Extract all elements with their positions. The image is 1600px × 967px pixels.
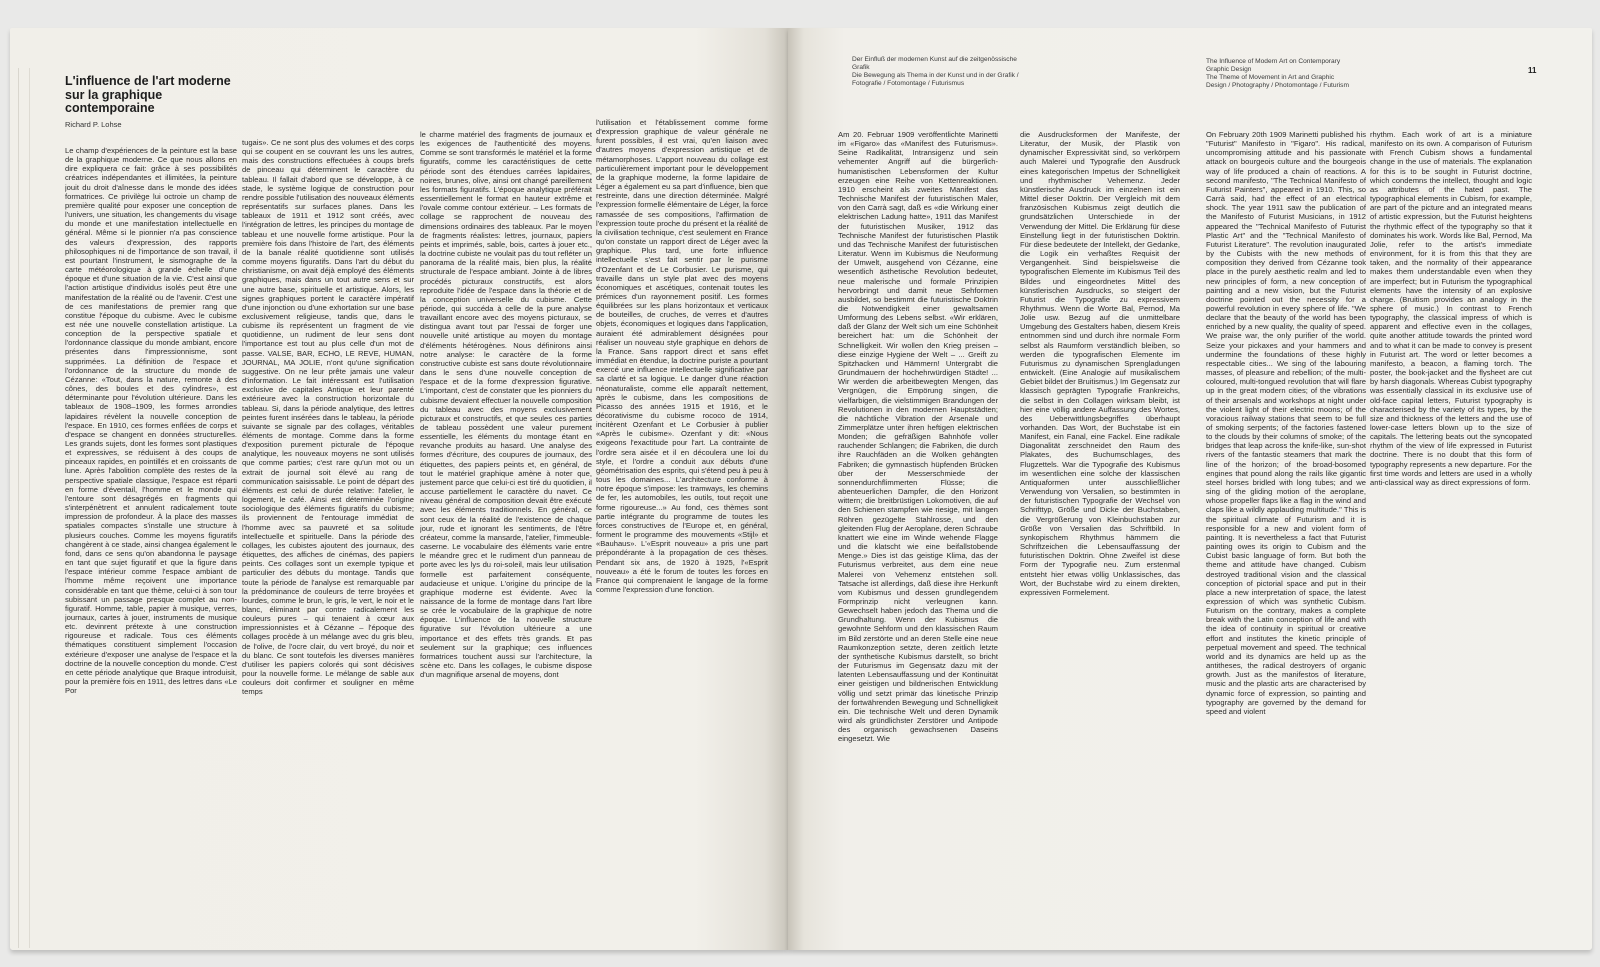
header-english: The Influence of Modern Art on Contemporary Graphic Design The Theme of Movement in Art and Graphic Design / Photography / Photomontage / Futurism [1206,58,1349,89]
right-page [788,28,1592,950]
column-de-1: Am 20. Februar 1909 veröffentlichte Marinetti im «Figaro» das «Manifest des Futurismus». Seine Radikalität, Intransigenz und sein vehementer Angriff auf die bürgerlich-humanistischen Lebensformen der Kultur erzeugen eine Reihe von Kettenreaktionen. 1910 erscheint als zweites Manifest das Technische Manifest der futuristischen Maler, von den Carrà sagt, daß es «die Wirkung einer elektrischen Ladung hatte», 1911 das Manifest der futuristischen Musiker, 1912 das Technische Manifest der futuristischen Plastik und das Technische Manifest der futuristischen Literatur. Wenn im Kubismus die Neuformung der Umwelt, ausgehend von Cézanne, eine wesentlich ästhetische Revolution bedeutet, neue malerische und formale Prinzipien hervorbringt und damit neue Sehformen ausbildet, so bestimmt die futuristische Doktrin die Notwendigkeit einer gewaltsamen Umformung des Lebens selbst. «Wir erklären, daß der Glanz der Welt sich um eine Schönheit bereichert hat: um die Schönheit der Schnelligkeit. Wir wollen den Krieg preisen – diese einzige Hygiene der Welt – ... Greift zu Spitzhacken und Hämmern! Untergrabt die Grundmauern der hochehrwürdigen Städte! ... Wir werden die arbeitbewegten Mengen, das Vergnügen, die Empörung singen, die vielfarbigen, die vielstimmigen Brandungen der Revolutionen in den modernen Hauptstädten; die nächtliche Vibration der Arsenale und Zimmerplätze unter ihren heftigen elektrischen Monden; die gefräßigen Bahnhöfe voller rauchender Schlangen; die Fabriken, die durch ihre Rauchfäden an die Wolken gehängten Fabriken; die gymnastisch hüpfenden Brücken über der Messerschmiede der sonnendurchflimmerten Flüsse; die abenteuerlichen Dampfer, die den Horizont wittern; die breitbrüstigen Lokomotiven, die auf den Schienen stampfen wie riesige, mit langen Röhren gezügelte Stahlrosse, und den gleitenden Flug der Aeroplane, deren Schraube knattert wie eine im Winde wehende Flagge und die klatscht wie eine beifallstobende Menge.» Dies ist das geistige Klima, das der Futurismus verbreitet, aus dem eine neue Malerei von Vehemenz entstehen soll. Tatsache ist allerdings, daß diese ihre Herkunft vom Kubismus und dessen grundlegendem Formprinzip nicht verleugnen kann. Gewechselt haben jedoch das Thema und die Grundhaltung. Wenn der Kubismus die gewohnte Sehform und den klassischen Raum im Bild zerstörte und an deren Stelle eine neue Raumkonzeption setzte, deren zeitlich letzte der synthetische Kubismus darstellt, so bricht der Futurismus im Gegensatz dazu mit der latenten Lebensauffassung und der Kontinuität einer geistigen und bildnerischen Entwicklung völlig und setzt primär das kinetische Prinzip der fortwährenden Bewegung und Schnelligkeit ein. Die technische Welt und deren Dynamik wird als gründlichster Zerstörer und Antipode des organisch gewachsenen Daseins eingesetzt. Wie [838,130,998,744]
page-number: 11 [1528,66,1537,75]
author-name: Richard P. Lohse [65,120,122,129]
left-page [10,28,788,950]
article-title: L'influence de l'art moderne sur la graphique contemporaine [65,74,231,115]
column-fr-2: tugais». Ce ne sont plus des volumes et des corps qui se coupent en se couvrant les uns les autres, mais des constructions effectuées à coups brefs de pinceau qui déterminent le caractère du tableau. Il fallait d'abord que se développe, à ce stade, le système logique de construction pour rendre possible l'utilisation des nouveaux éléments représentatifs sur surfaces planes. Dans les tableaux de 1911 et 1912 sont créés, avec l'intégration de lettres, les principes du montage de tableau et une nouvelle forme artistique. Pour la première fois dans l'histoire de l'art, des éléments de la banale réalité quotidienne sont utilisés comme moyens figuratifs. Dans l'art du début du christianisme, on avait déjà employé des éléments graphiques, mais dans un tout autre sens et sur une autre base, spirituelle et artistique. Alors, les signes graphiques portent le caractère impératif d'une injonction ou d'une exhortation sur une base exclusivement religieuse, tandis que, dans le cubisme ils représentent un fragment de vie quotidienne, un rudiment de leur sens dont l'importance est tout au plus celle d'un mot de passe. VALSE, BAR, ECHO, LE REVE, HUMAN, JOURNAL, MA JOLIE, n'ont qu'une signification suggestive. On ne leur prête jamais une valeur d'information. Le fait intéressant est l'utilisation exclusive de capitales Antique et leur parenté extérieure avec la construction horizontale du tableau. Si, dans la période analytique, des lettres peintes furent insérées dans le tableau, la période suivante se signale par des collages, véritables éléments de montage. Comme dans la forme d'exposition purement picturale de l'époque analytique, les nouveaux moyens ne sont utilisés que comme parties; c'est rare qu'un mot ou un extrait de journal soit élevé au rang de communication saisissable. Le point de départ des éléments est celui de durée relative: l'atelier, le logement, le café. Ainsi est déterminée l'origine sociologique des éléments figuratifs du cubisme; ils proviennent de l'entourage immédiat de l'homme avec sa pauvreté et sa solitude intellectuelle et spirituelle. Dans la période des collages, les cubistes ajoutent des journaux, des étiquettes, des affiches de cinémas, des papiers peints. Ces collages sont un exemple typique et particulier des débuts du montage. Tandis que toute la période de l'analyse est remarquable par la prédominance de couleurs de terre broyées et lourdes, comme le brun, le gris, le vert, le noir et le blanc, éliminant par contre radicalement les couleurs pures – qui tenaient à cœur aux impressionnistes et à Cézanne – l'époque des collages procède à un mélange avec du gris bleu, de l'olive, de l'ocre clair, du vert broyé, du noir et du blanc. Ce sont toutefois les diverses manières d'utiliser les papiers colorés qui sont décisives pour la nouvelle forme. Le mélange de sable aux couleurs doit confirmer et souligner en même temps [242,138,414,697]
column-en-1: On February 20th 1909 Marinetti published his "Futurist" Manifesto in "Figaro". His radical, uncompromising attitude and his passionate attack on bourgeois culture and the bourgeois way of life produced a chain of reactions. A second manifesto, "The Technical Manifesto of Futurist Painters", appeared in 1910. This, so Carrà said, had the effect of an electrical shock. The year 1911 saw the publication of the Manifesto of Futurist Musicians, in 1912 appeared the "Technical Manifesto of Futurist Plastic Art" and the "Technical Manifesto of Futurist Literature". The revolution inaugurated by the Cubists with the new methods of composition they derived from Cézanne took place in the purely aesthetic realm and led to new principles of form, a new conception of painting and a new vision, but the Futurist doctrine pointed out the necessity for a powerful revolution in every sphere of life. "We declare that the beauty of the world has been enriched by a new quality, the quality of speed. We praise war, the only purifier of the world. Seize your pickaxes and your hammers and undermine the foundations of these highly respectable cities... We sing of the labouring masses, of pleasure and rebellion; of the multi-coloured, multi-tongued revolution that will flare up in the great modern cities; of the vibrations of their arsenals and workshops at night under the violent light of their electric moons; of the voracious railway stations that seem to be full of smoking serpents; of the factories fastened to the clouds by their columns of smoke; of the bridges that leap across the knife-like, sun-shot rivers of the fantastic steamers that mark the line of the horizon; of the broad-bosomed engines that pound along the rails like gigantic steel horses bridled with long tubes; and we sing of the gliding motion of the aeroplane, whose propeller flaps like a flag in the wind and claps like a wildly applauding multitude." This is the spiritual climate of Futurism and it is responsible for a new and violent form of painting. It is nevertheless a fact that Futurist painting owes its origin to Cubism and the Cubist basic language of form. But both the theme and attitude have changed. Cubism destroyed traditional vision and the classical conception of pictorial space and put in their place a new interpretation of space, the latest expression of which was synthetic Cubism. Futurism on the contrary, makes a complete break with the Latin conception of life and with the idea of continuity in spiritual or creative effort and institutes the kinetic principle of perpetual movement and speed. The technical world and its dynamics are held up as the antitheses, the radical destroyers of organic growth. Just as the manifestos of literature, music and the plastic arts are characterised by dynamic force of expression, so painting and typography are governed by the demand for speed and violent [1206,130,1366,716]
column-fr-1: Le champ d'expériences de la peinture est la base de la graphique moderne. Ce que nous allons en dire expliquera ce fait: grâce à ses possibilités créatrices indépendantes et illimitées, la peinture jouit du droit d'aînesse dans le monde des idées formatrices. Ce privilège lui octroie un champ de première qualité pour exposer une conception de l'univers, une situation, les changements du visage du monde et une manifestation intellectuelle en général. Même si le pionnier n'a pas conscience des valeurs d'expression, des rapports philosophiques ni de l'importance de son travail, il est pourtant l'instrument, le sismographe de la carte météorologique à grande échelle d'une époque et d'une situation de la vie. C'est ainsi que l'action artistique d'individus isolés peut être une manifestation de la réalité ou de l'avenir. C'est une de ces manifestations de premier rang que constitue l'époque du cubisme. Avec le cubisme est née une nouvelle constellation artistique. La conception de la perspective spatiale et l'ordonnance classique du monde ambiant, encore présentes dans l'impressionnisme, sont supprimées. La définition de l'espace et l'ordonnance de la structure du monde de Cézanne: «Tout, dans la nature, remonte à des cônes, des boules et des cylindres», est déterminante pour l'évolution ultérieure. Dans les tableaux de 1908–1909, les formes arrondies lapidaires révèlent la nouvelle conception de l'espace. En 1910, ces formes enflées de corps et d'espace se changent en données structurelles. Les grands sujets, dont les formes sont plastiques et expressives, se réduisent à des coups de pinceaux rapides, en pointillés et en croissants de lune. Après l'abolition complète des restes de la perspective spatiale classique, l'espace est réparti en forme d'éventail, l'homme et le monde qui l'entoure sont désagrégés en fragments qui s'interpénètrent et annulent radicalement toute impression de profondeur. À la place des masses spatiales compactes s'installe une structure à plusieurs couches. Comme les moyens figuratifs changèrent à ce stade, ainsi changea également le fond, dans ce sens qu'on abandonna le paysage en tant que sujet figuratif et que la figure dans l'espace intérieur comme l'espace ambiant de l'homme même reçoivent une importance considérable en tant que thème, celui-ci à son tour subissant un passage presque complet au non-figuratif. Homme, table, papier à musique, verres, journaux, cartes à jouer, instruments de musique etc. devinrent prétexte à une construction rigoureuse et radicale. Tous ces éléments thématiques constituent simplement l'occasion extérieure d'exposer une analyse de l'espace et la doctrine de la nouvelle conception du monde. C'est en cette période analytique que Braque introduisit, pour la première fois en 1911, des lettres dans «Le Por [65,146,237,696]
column-fr-3: le charme matériel des fragments de journaux et les exigences de l'authenticité des moyens. Comme se sont transformés le matériel et la forme figuratifs, comme les caractéristiques de cette période sont des étendues carrées lapidaires, noires, brunes, olive, ainsi ont changé pareillement les formats figuratifs. L'époque analytique préférait essentiellement le format en hauteur extrême et l'ovale comme contour extérieur. – Les formats de collage se rapprochent de nouveau des dimensions ordinaires des tableaux. Par le moyen de fragments réalistes: lettres, journaux, papiers peints et imprimés, sable, bois, cartes à jouer etc., la doctrine cubiste ne voulait pas du tout refléter un panorama de la réalité mais, bien plus, la réalité structurale de l'espace ambiant. Jointe à de libres procédés picturaux constructifs, est alors reproduite l'idée de l'espace dans la théorie et de la conception universelle du cubisme. Cette période, qui succéda à celle de la pure analyse travaillant encore avec des moyens picturaux, se distingua avant tout par l'essai de forger une nouvelle unité artistique au moyen du montage d'éléments hétérogènes. Nous définirons ainsi notre analyse: le caractère de la forme constructive cubiste est sans doute révolutionnaire dans le sens d'une nouvelle conception de l'espace et de la forme d'expression figurative. L'important, c'est de constater que les pionniers du cubisme devaient effectuer la nouvelle composition du tableau avec des moyens exclusivement picturaux et constructifs, et que seules ces parties de tableau possèdent une valeur purement essentielle, les éléments du montage étant en revanche produits au hasard. Une analyse des formes d'écriture, des coupures de journaux, des étiquettes, des papiers peints et, en général, de tout le matériel graphique amène à noter que, justement parce que celui-ci est tiré du quotidien, il accuse partiellement le caractère du navet. Ce niveau général de composition devait être exécuté avec les éléments traditionnels. En général, ce sont ceux de la réalité de l'existence de chaque jour, rude et ignorant les sentiments, de l'être créateur, comme la mansarde, l'atelier, l'immeuble-caserne. Le vocabulaire des éléments varie entre le méandre grec et le rudiment d'un panneau de porte avec les lys du roi-soleil, mais leur utilisation formelle est parfaitement conséquente, audacieuse et unique. L'origine du principe de la graphique moderne est évidente. Avec la naissance de la forme de montage dans l'art libre se crée le vocabulaire de la graphique de notre époque. L'influence de la nouvelle structure figurative sur l'évolution ultérieure a une importance et des effets très grands. Et pas seulement sur la graphique; ces influences formatrices touchent aussi sur l'architecture, la scène etc. Dans les collages, le cubisme dispose d'un magnifique arsenal de moyens, dont [420,130,592,680]
column-de-2: die Ausdrucksformen der Manifeste, der Literatur, der Musik, der Plastik von dynamischer Expressivität sind, so verkörpern auch Malerei und Typografie den Ausdruck eines kategorischen Impetus der Schnelligkeit und rhythmischer Vehemenz. Jeder künstlerische Ausdruck im einzelnen ist ein Mittel dieser Doktrin. Der Vergleich mit dem französischen Kubismus zeigt deutlich die grundsätzlichen Unterschiede in der Verwendung der Mittel. Die Erklärung für diese Einstellung liegt in der futuristischen Doktrin. Für diese bedeutete der Intellekt, der Gedanke, die Logik ein verhaßtes Requisit der Vergangenheit. Sind beispielsweise die typografischen Elemente im Kubismus Teil des Bildes und eingeordnetes Mittel des künstlerischen Ausdrucks, so steigert der Futurist die Typografie zu expressivem Rhythmus. Wenn die Worte Bal, Pernod, Ma Jolie usw. Bezug auf die unmittelbare Umgebung des Gestalters haben, diesem Kreis entnommen sind und durch ihre normale Form selbst als Raumform verständlich bleiben, so werden die typografischen Elemente im Futurismus zu dynamischen Sprengladungen entwickelt. (Eine Analogie auf musikalischem Gebiet bildet der Bruitismus.) Im Gegensatz zur klassisch geprägten Typografie Frankreichs, die selbst in den Collagen wirksam bleibt, ist hier eine völlig andere Auffassung des Wortes, des Ueberwittlungsbegriffes überhaupt vorhanden. Das Wort, der Buchstabe ist ein Manifest, ein Fanal, eine Fackel. Eine radikale Diagonalität zerschneidet den Raum des Plakates, des Buchumschlages, des Flugzettels. War die Typografie des Kubismus im wesentlichen eine solche der klassischen Antiquaformen unter ausschließlicher Verwendung von Versalien, so bestimmten in der futuristischen Typografie der Wechsel von Schrifttyp, Größe und Dicke der Buchstaben, die Vergrößerung von Kleinbuchstaben zur Größe von Versalien das Schriftbild. In synkopischem Rhythmus hämmern die Schriftzeichen die Lebensauffassung der futuristischen Doktrin. Ohne Zweifel ist diese Form der Typografie neu. Zum erstenmal entsteht hier etwas völlig Unklassisches, das Wort, der Buchstabe wird zu einem direkten, expressiven Formelement. [1020,130,1180,597]
column-en-2: rhythm. Each work of art is a miniature manifesto on its own. A comparison of Futurism with French Cubism shows a fundamental change in the use of materials. The explanation for this is to be sought in Futurist doctrine, which condemns the intellect, thought and logic as attributes of the hated past. The typographical elements in Cubism, for example, are part of the picture and an integrated means of artistic expression, but the Futurist heightens the rhythmic effect of the typography so that it dominates his work. Words like Bal, Pernod, Ma Jolie, refer to the artist's immediate environment, for it is from this that they are taken, and the normality of their appearance makes them understandable even when they are imperfect; but in Futurism the typographical elements have the intensity of an explosive charge. (Bruitism provides an analogy in the sphere of music.) In contrast to French typography, the classical impress of which is apparent and effective even in the collages, quite another attitude towards the printed word and to what it can be made to convey is present in Futurist art. The word or letter becomes a manifesto, a beacon, a flaming torch. The poster, the book-jacket and the flysheet are cut by harsh diagonals. Whereas Cubist typography was essentially classical in its exclusive use of old-face capital letters, Futurist typography is characterised by the variety of its types, by the size and thickness of the letters and the use of lower-case letters blown up to the size of capitals. The lettering beats out the syncopated rhythm of the view of life expressed in Futurist doctrine. There is no doubt that this form of typography represents a new departure. For the first time words and letters are used in a wholly anti-classical way as direct expressions of form. [1370,130,1532,487]
page-edges [18,68,30,948]
header-german: Der Einfluß der modernen Kunst auf die zeitgenössische Grafik Die Bewegung als Thema in der Kunst und in der Grafik / Fotografie / Fotomontage / Futurismus [852,56,1019,87]
open-book [10,28,1592,950]
column-fr-4: l'utilisation et l'établissement comme forme d'expression graphique de valeur générale ne furent possibles, il est vrai, qu'en liaison avec d'autres moyens d'expression artistique et de métamorphoses. L'apport nouveau du collage est particulièrement important pour le développement de la graphique moderne, la forme lapidaire de Léger a également eu sa part d'influence, bien que restreinte, dans une direction déterminée. Malgré l'expression formelle élémentaire de Léger, la force ramassée de ses compositions, l'affirmation de l'expression toute proche du présent et la réalité de la civilisation technique, c'est seulement en France qu'on constate un rapport direct de Léger avec la graphique. Plus tard, une forte influence intellectuelle s'est fait sentir par le purisme d'Ozenfant et de Le Corbusier. Le purisme, qui travaille dans un style plat avec des moyens économiques et ascétiques, contenait toutes les prémices d'un rayonnement positif. Les formes équilibrées sur les plans horizontaux et verticaux de bouteilles, de cruches, de verres et d'autres objets, économiques et logiques dans l'application, auraient été admirablement désignées pour réaliser un nouveau style graphique en dehors de la France. Sans rapport direct et sans effet immédiat en étendue, la doctrine puriste a pourtant exercé une influence intellectuelle significative par sa clarté et sa logique. Le danger d'une réaction néonaturaliste, comme elle apparaît nettement, après le cubisme, dans les compositions de Picasso des années 1915 et 1916, et le décorativisme du cubisme rococo de 1914, incitèrent Ozenfant et Le Corbusier à publier «Après le cubisme». Ozenfant y dit: «Nous exigeons l'exactitude pour l'art. La contrainte de l'ordre sera aisée et il en découlera une loi du style, et l'ordre a conduit aux débuts d'une géométrisation des esprits, qui s'étend peu à peu à tous les domaines... L'architecture conforme à notre époque s'impose: les tramways, les chemins de fer, les automobiles, les outils, tout reçoit une forme rigoureuse...» Au fond, ces thèmes sont partie intégrante du programme de toutes les forces constructives de l'Europe et, en général, forment le programme des mouvements «Stijl» et «Bauhaus». L'«Esprit nouveau» a pris une part prépondérante à la propagation de ces thèses. Pendant six ans, de 1920 à 1925, l'«Esprit nouveau» a été le forum de toutes les forces en France qui comprenaient le langage de la forme comme l'expression d'une fonction. [596,118,768,594]
